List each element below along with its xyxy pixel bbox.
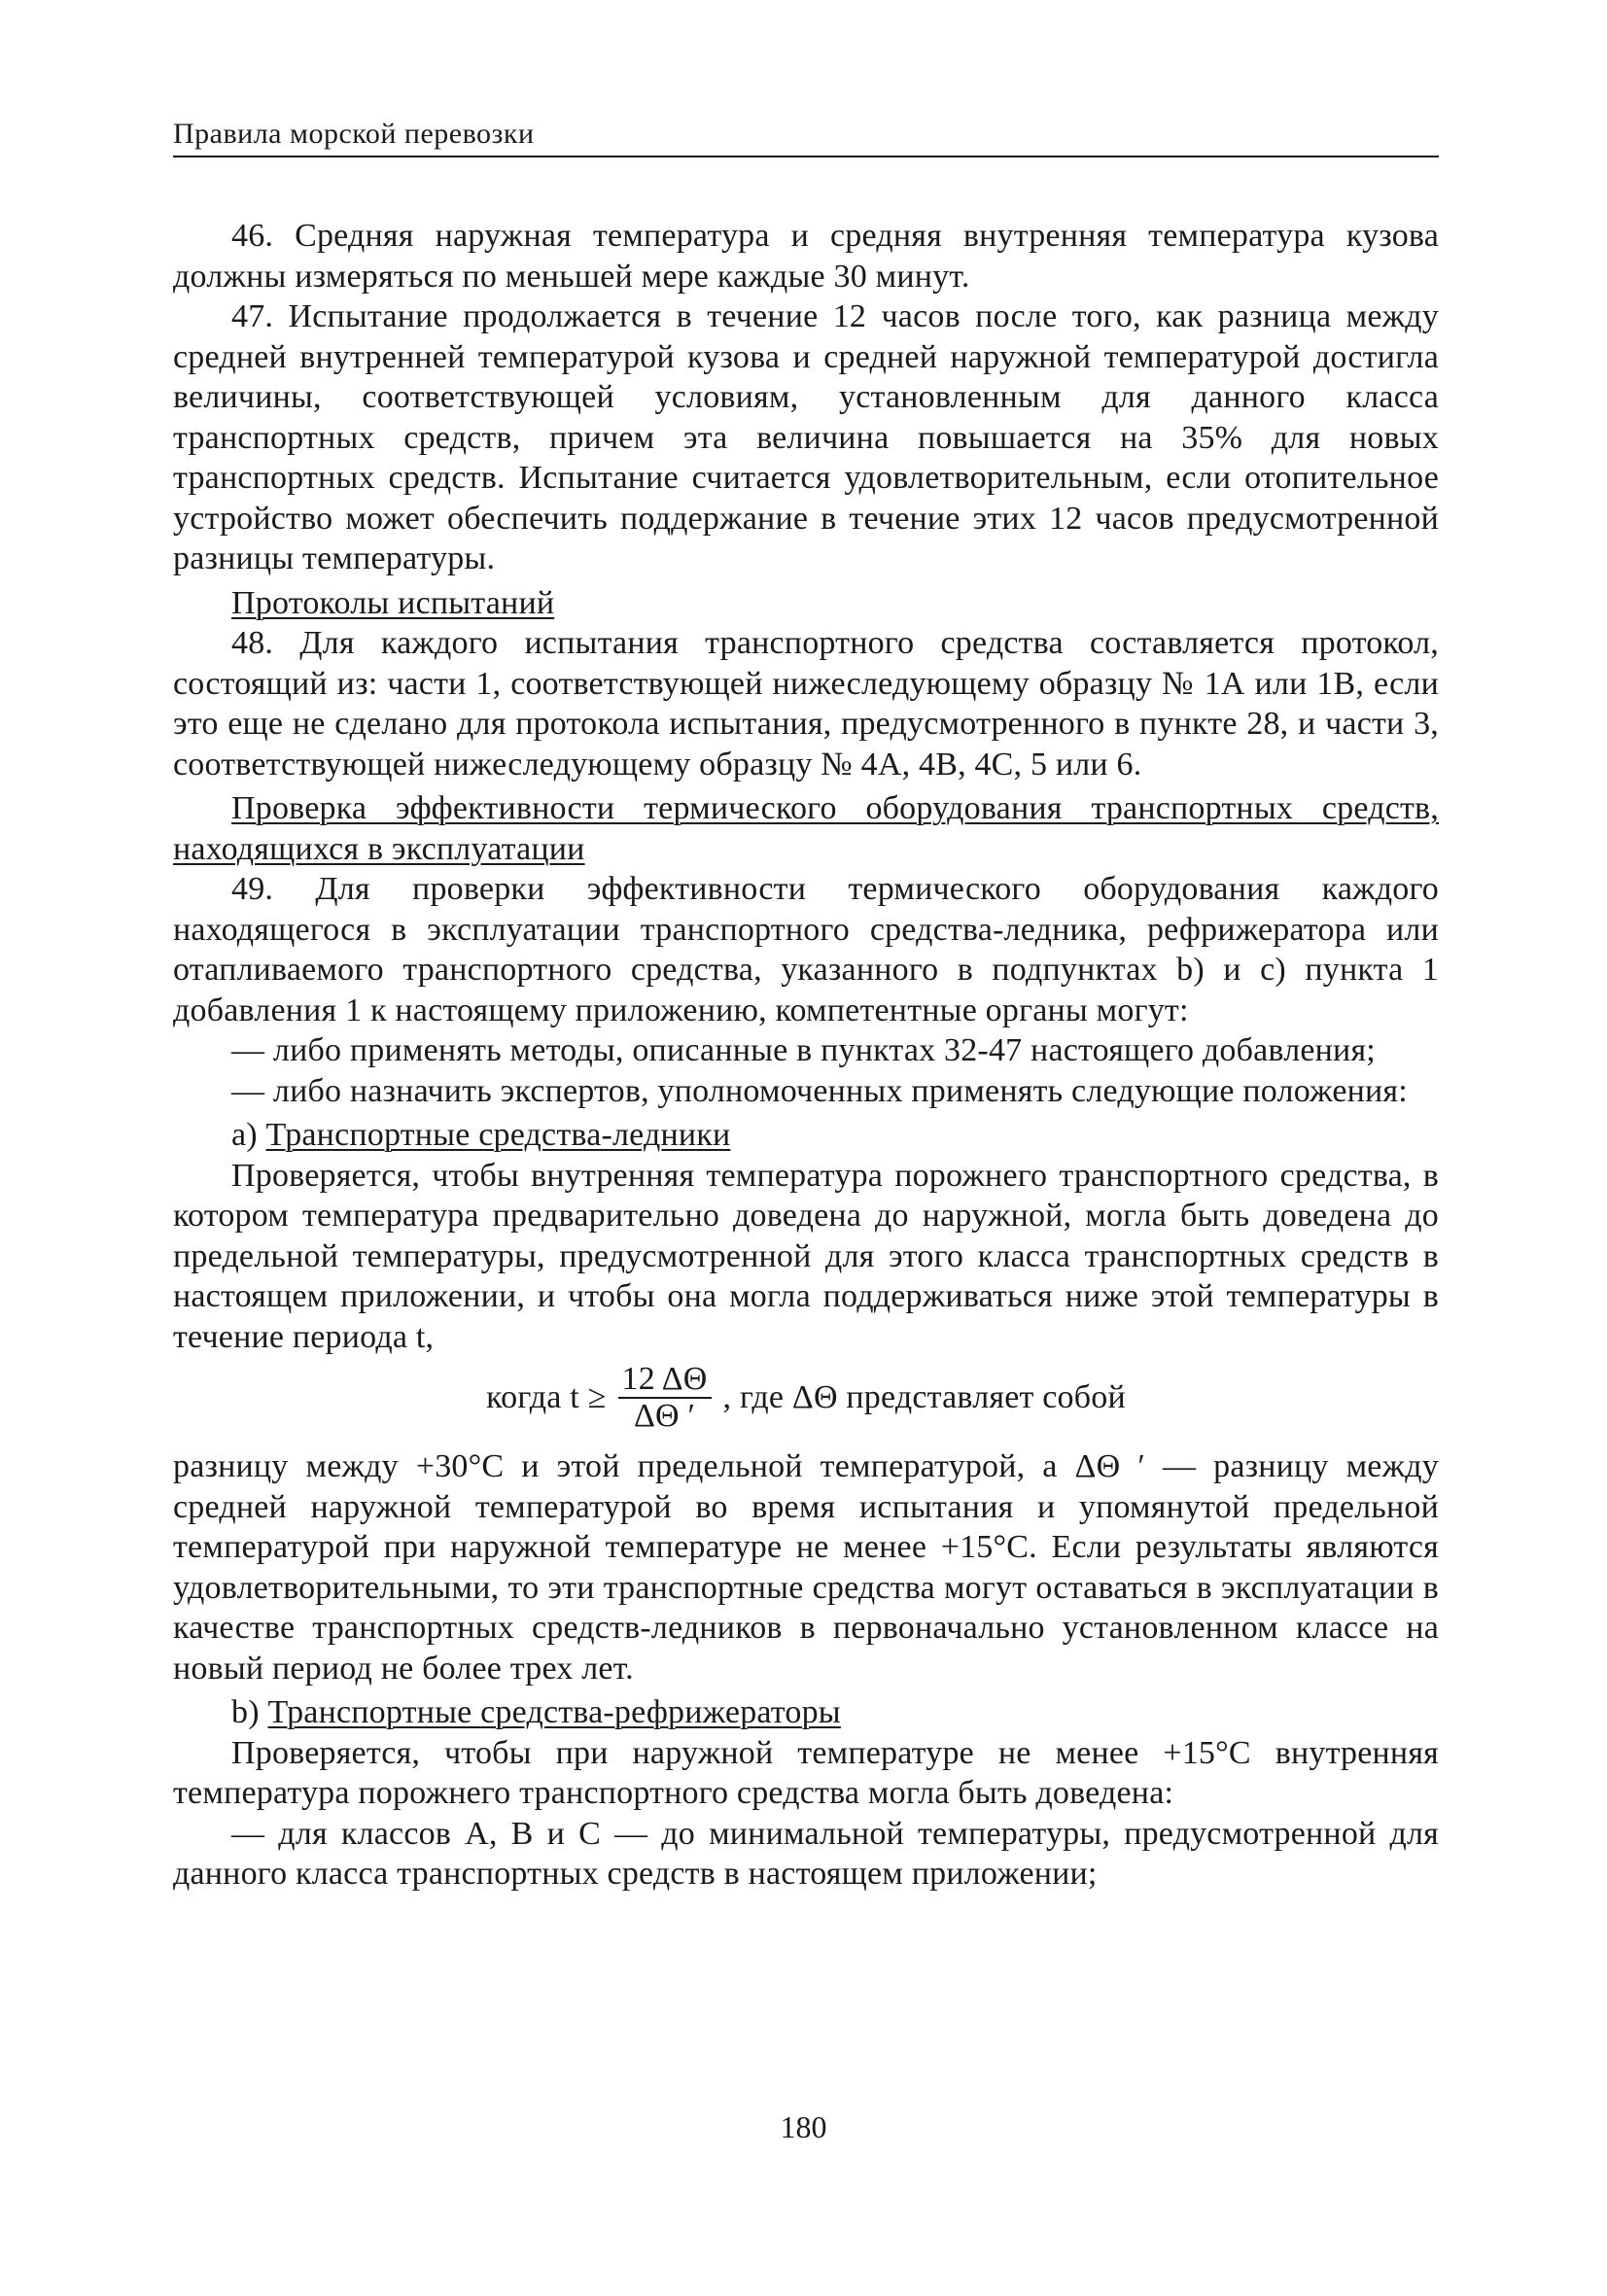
heading-check [173, 788, 1439, 869]
subsection-a-heading [173, 1115, 1439, 1156]
formula-numerator: 12 ΔΘ [618, 1362, 712, 1399]
subsection-a-title: Транспортные средства-ледники [265, 1117, 731, 1153]
paragraph-48: 48. Для каждого испытания транспортного средства составляется протокол, состоящий из: части 1, соответствующей нижеследующему образцу № 1А или 1В, если это еще не сделано для протокола испытания, предусмотренного в пункте 28, и части 3, соответствующей нижеследующему образцу № 4А, 4В, 4С, 5 или 6. [173, 625, 1439, 783]
dash-item-3: — для классов А, В и С — до минимальной температуры, предусмотренной для данного класса транспортных средств в настоящем приложении; [173, 1815, 1439, 1892]
paragraph-47: 47. Испытание продолжается в течение 12 часов после того, как разница между средней внутренней температурой кузова и средней наружной температурой достигла величины, соответствующей условиям, установленным для данного класса транспортных средств, причем эта величина повышается на 35% для новых транспортных средств. Испытание считается удовлетворительным, если отопительное устройство может обеспечить поддержание в течение этих 12 часов предусмотренной разницы температуры. [173, 298, 1439, 576]
formula-prefix: когда t ≥ [486, 1379, 607, 1416]
running-title: Правила морской перевозки [173, 115, 1439, 157]
formula-denominator: ΔΘ ′ [633, 1398, 696, 1434]
dash-item-1: — либо применять методы, описанные в пунктах 32-47 настоящего добавления; [231, 1032, 1376, 1068]
paragraph-46: 46. Средняя наружная температура и средняя внутренняя температура кузова должны измеряться по меньшей мере каждые 30 минут. [173, 218, 1439, 295]
heading-protocols-text: Протоколы испытаний [231, 584, 555, 621]
formula-fraction [618, 1362, 712, 1434]
subsection-b-text: Проверяется, чтобы при наружной температуре не менее +15°C внутренняя температура порожнего транспортного средства могла быть доведена: [173, 1734, 1439, 1811]
dash-item-2: — либо назначить экспертов, уполномоченных применять следующие положения: [231, 1072, 1408, 1109]
page-number: 180 [780, 2109, 827, 2144]
subsection-a-text: Проверяется, чтобы внутренняя температура порожнего транспортного средства, в котором температура предварительно доведена до наружной, могла быть доведена до предельной температуры, предусмотренной для этого класса транспортных средств в настоящем приложении, и чтобы она могла поддерживаться ниже этой температуры в течение периода t, [173, 1157, 1439, 1355]
subsection-a-continuation: разницу между +30°C и этой предельной температурой, а ΔΘ ′ — разницу между средней наружной температурой во время испытания и упомянутой предельной температурой при наружной температуре не менее +15°C. Если результаты являются удовлетворительными, то эти транспортные средства могут оставаться в эксплуатации в качестве транспортных средств-ледников в первоначально установленном классе на новый период не более трех лет. [173, 1448, 1439, 1687]
heading-protocols [173, 583, 1439, 624]
subsection-b-heading [173, 1692, 1439, 1733]
subsection-a-marker: a) [231, 1117, 266, 1153]
formula-line [173, 1359, 1439, 1437]
subsection-b-title: Транспортные средства-рефрижераторы [267, 1694, 841, 1730]
body-text [173, 216, 1439, 1895]
paragraph-49: 49. Для проверки эффективности термического оборудования каждого находящегося в эксплуатации транспортного средства-ледника, рефрижератора или отапливаемого транспортного средства, указанного в подпунктах b) и c) пункта 1 добавления 1 к настоящему приложению, компетентные органы могут: [173, 871, 1439, 1028]
heading-check-text: Проверка эффективности термического оборудования транспортных средств, находящихся в эксплуатации [173, 790, 1439, 867]
subsection-b-marker: b) [231, 1694, 268, 1730]
formula-suffix: , где ΔΘ представляет собой [722, 1379, 1126, 1416]
